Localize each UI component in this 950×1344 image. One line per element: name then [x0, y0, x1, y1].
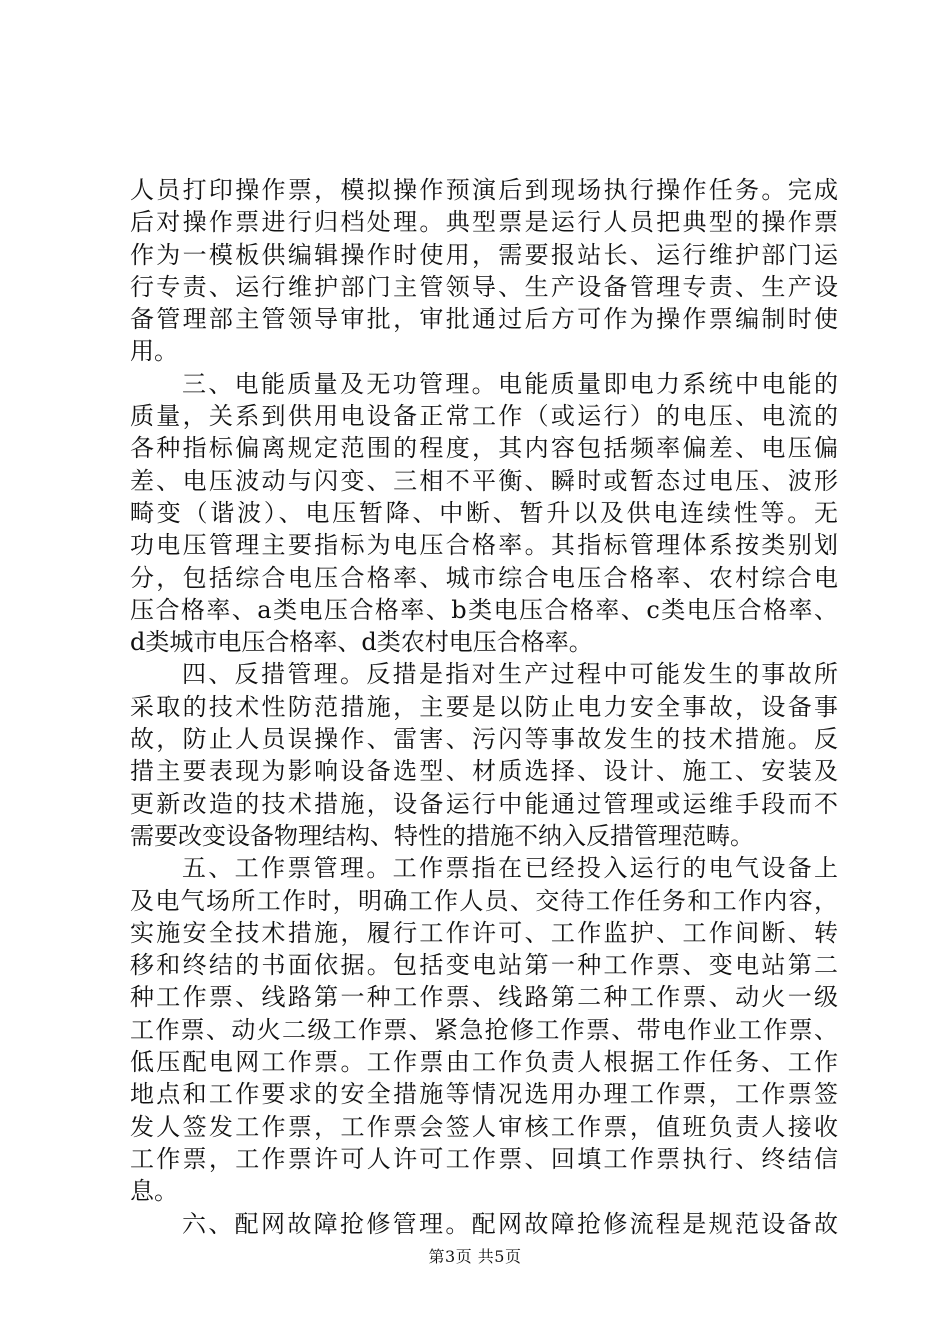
- text-line: 四、反措管理。反措是指对生产过程中可能发生的事故所: [182, 660, 838, 689]
- text-line: d类城市电压合格率、d类农村电压合格率。: [130, 628, 593, 657]
- text-line: 需要改变设备物理结构、特性的措施不纳入反措管理范畴。: [130, 821, 754, 850]
- text-line: 行专责、运行维护部门主管领导、生产设备管理专责、生产设: [130, 272, 838, 301]
- text-line: 更新改造的技术措施，设备运行中能通过管理或运维手段而不: [130, 789, 838, 818]
- text-line: 畸变（谐波）、电压暂降、中断、暂升以及供电连续性等。无: [130, 498, 838, 527]
- text-line: 地点和工作要求的安全措施等情况选用办理工作票，工作票签: [130, 1080, 838, 1109]
- text-line: 故，防止人员误操作、雷害、污闪等事故发生的技术措施。反: [130, 725, 838, 754]
- text-line: 后对操作票进行归档处理。典型票是运行人员把典型的操作票: [130, 208, 838, 237]
- text-line: 低压配电网工作票。工作票由工作负责人根据工作任务、工作: [130, 1048, 838, 1077]
- text-line: 备管理部主管领导审批，审批通过后方可作为操作票编制时使: [130, 305, 838, 334]
- text-line: 作为一模板供编辑操作时使用，需要报站长、运行维护部门运: [130, 240, 838, 269]
- text-line: 采取的技术性防范措施，主要是以防止电力安全事故，设备事: [130, 692, 838, 721]
- text-line: 种工作票、线路第一种工作票、线路第二种工作票、动火一级: [130, 983, 838, 1012]
- text-line: 差、电压波动与闪变、三相不平衡、瞬时或暂态过电压、波形: [130, 466, 838, 495]
- text-line: 发人签发工作票，工作票会签人审核工作票，值班负责人接收: [130, 1112, 838, 1141]
- text-line: 用。: [130, 337, 178, 366]
- page-footer: 第3页 共5页: [428, 1247, 522, 1266]
- text-line: 分，包括综合电压合格率、城市综合电压合格率、农村综合电: [130, 563, 838, 592]
- document-body: [130, 174, 838, 1240]
- text-line: 实施安全技术措施，履行工作许可、工作监护、工作间断、转: [130, 918, 838, 947]
- text-line: 功电压管理主要指标为电压合格率。其指标管理体系按类别划: [130, 531, 838, 560]
- text-line: 质量，关系到供用电设备正常工作（或运行）的电压、电流的: [130, 402, 838, 431]
- text-line: 息。: [130, 1177, 178, 1206]
- text-line: 工作票、动火二级工作票、紧急抢修工作票、带电作业工作票、: [130, 1015, 838, 1044]
- text-line: 五、工作票管理。工作票指在已经投入运行的电气设备上: [182, 854, 838, 883]
- text-line: 三、电能质量及无功管理。电能质量即电力系统中电能的: [182, 369, 838, 398]
- text-line: 压合格率、a类电压合格率、b类电压合格率、c类电压合格率、: [130, 595, 838, 624]
- text-line: 各种指标偏离规定范围的程度，其内容包括频率偏差、电压偏: [130, 434, 838, 463]
- text-line: 六、配网故障抢修管理。配网故障抢修流程是规范设备故: [182, 1209, 838, 1238]
- text-line: 措主要表现为影响设备选型、材质选择、设计、施工、安装及: [130, 757, 838, 786]
- text-line: 及电气场所工作时，明确工作人员、交待工作任务和工作内容，: [130, 886, 838, 915]
- text-line: 人员打印操作票，模拟操作预演后到现场执行操作任务。完成: [130, 176, 838, 204]
- text-line: 移和终结的书面依据。包括变电站第一种工作票、变电站第二: [130, 951, 838, 980]
- text-line: 工作票，工作票许可人许可工作票、回填工作票执行、终结信: [130, 1144, 838, 1173]
